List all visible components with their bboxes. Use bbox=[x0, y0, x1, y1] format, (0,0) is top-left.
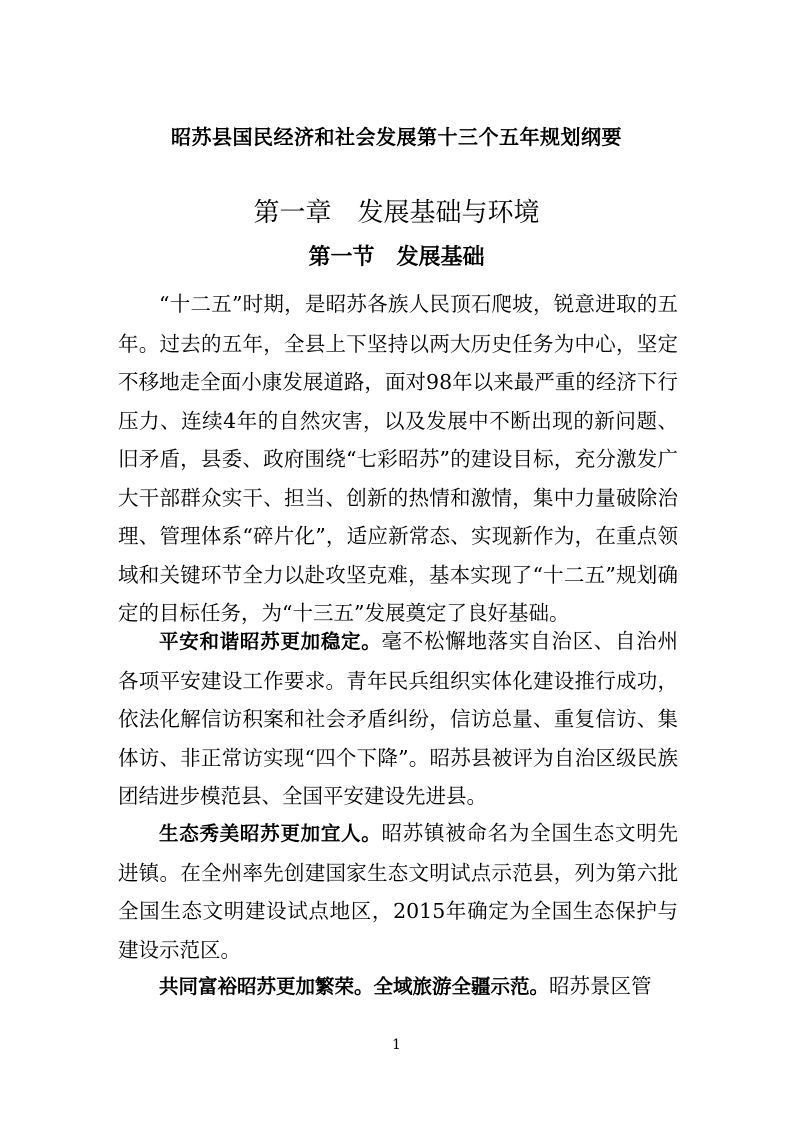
paragraph bbox=[118, 622, 678, 816]
section-title: 第一节 发展基础 bbox=[308, 244, 485, 270]
chapter-title: 第一章 发展基础与环境 bbox=[253, 198, 540, 228]
paragraph-lead: 共同富裕昭苏更加繁荣。全域旅游全疆示范。 bbox=[159, 975, 550, 998]
paragraph-text: 昭苏景区管 bbox=[549, 974, 652, 998]
paragraph bbox=[118, 285, 678, 633]
paragraph bbox=[118, 967, 678, 1007]
paragraph-text: 昭苏镇被命名为全国生态文明先进镇。在全州率先创建国家生态文明试点示范县，列为第六批全国生态文明建设试点地区，2015年确定为全国生态保护与建设示范区。 bbox=[118, 821, 678, 962]
paragraph-text: 毫不松懈地落实自治区、自治州各项平安建设工作要求。青年民兵组织实体化建设推行成功，依法化解信访积案和社会矛盾纠纷，信访总量、重复信访、集体访、非正常访实现“四个下降”。昭苏县被评为自治区级民族团结进步模范县、全国平安建设先进县。 bbox=[118, 629, 678, 808]
page-number: 1 bbox=[392, 1037, 401, 1053]
paragraph-lead: 平安和谐昭苏更加稳定。 bbox=[159, 630, 382, 653]
document-title: 昭苏县国民经济和社会发展第十三个五年规划纲要 bbox=[171, 125, 622, 149]
paragraph bbox=[118, 814, 678, 969]
paragraph-text: “十二五”时期，是昭苏各族人民顶石爬坡，锐意进取的五年。过去的五年，全县上下坚持以两大历史任务为中心，坚定不移地走全面小康发展道路，面对98年以来最严重的经济下行压力、连续4年的自然灾害，以及发展中不断出现的新问题、旧矛盾，县委、政府围绕“七彩昭苏”的建设目标，充分激发广大干部群众实干、担当、创新的热情和激情，集中力量破除治理、管理体系“碎片化”，适应新常态、实现新作为，在重点领域和关键环节全力以赴攻坚克难，基本实现了“十二五”规划确定的目标任务，为“十三五”发展奠定了良好基础。 bbox=[118, 292, 678, 625]
paragraph-lead: 生态秀美昭苏更加宜人。 bbox=[159, 822, 382, 845]
